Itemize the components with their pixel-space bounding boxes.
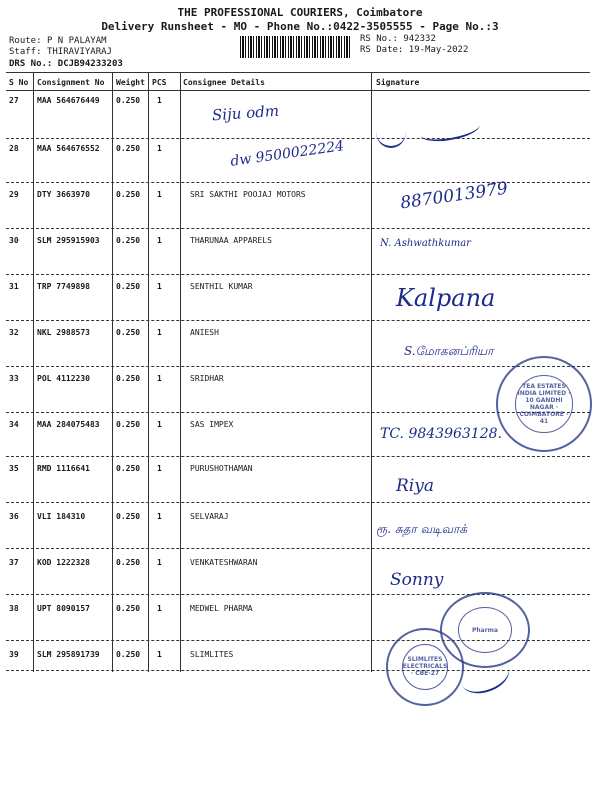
row-consignment: UPT 8090157	[37, 604, 90, 613]
row-consignee: THARUNAA APPARELS	[190, 236, 272, 245]
row-weight: 0.250	[116, 374, 141, 383]
route-line	[9, 36, 107, 46]
row-pcs: 1	[157, 650, 162, 659]
row-weight: 0.250	[116, 328, 141, 337]
pharma-stamp-text: Pharma	[472, 626, 498, 634]
row-consignee: MEDWEL PHARMA	[190, 604, 253, 613]
row-sno: 33	[9, 374, 19, 383]
signature-30: N. Ashwathkumar	[380, 238, 471, 249]
row-sno: 27	[9, 96, 19, 105]
signature-32: S.மோகனப்ரியா	[404, 344, 494, 358]
col-signature: Signature	[376, 78, 420, 87]
row-consignee: SLIMLITES	[190, 650, 234, 659]
col-pcs: PCS	[152, 78, 167, 87]
row-consignment: KOD 1222328	[37, 558, 90, 567]
document-title: THE PROFESSIONAL COURIERS, Coimbatore	[177, 6, 423, 19]
row-sno: 38	[9, 604, 19, 613]
signature-36: ரூ. சுதா வடிவாக்	[376, 522, 468, 536]
slimlites-stamp	[386, 628, 464, 706]
row-consignment: DTY 3663970	[37, 190, 90, 199]
row-divider	[6, 502, 590, 503]
drs-line	[9, 59, 123, 69]
row-divider	[6, 138, 590, 139]
row-consignee: VENKATESHWARAN	[190, 558, 258, 567]
table-top-rule	[6, 72, 590, 73]
drs-label: DRS No.:	[9, 59, 53, 69]
row-consignment: MAA 284075483	[37, 420, 100, 429]
row-consignment: VLI 184310	[37, 512, 86, 521]
row-consignee: SRIDHAR	[190, 374, 224, 383]
table-row	[0, 232, 600, 278]
rs-date-value: 19-May-2022	[408, 45, 469, 55]
route-label: Route:	[9, 36, 42, 46]
row-consignee: SAS IMPEX	[190, 420, 234, 429]
row-consignment: MAA 564676552	[37, 144, 100, 153]
row-weight: 0.250	[116, 190, 141, 199]
row-consignment: SLM 295915903	[37, 236, 100, 245]
row-pcs: 1	[157, 190, 162, 199]
row-sno: 31	[9, 282, 19, 291]
row-weight: 0.250	[116, 512, 141, 521]
row-consignment: MAA 564676449	[37, 96, 100, 105]
row-divider	[6, 274, 590, 275]
table-row	[0, 186, 600, 232]
row-pcs: 1	[157, 420, 162, 429]
row-sno: 36	[9, 512, 19, 521]
document-subtitle: Delivery Runsheet - MO - Phone No.:0422-3505555 - Page No.:3	[101, 20, 499, 33]
row-weight: 0.250	[116, 282, 141, 291]
row-pcs: 1	[157, 236, 162, 245]
signature-35: Riya	[396, 476, 434, 496]
staff-value: THIRAVIYARAJ	[46, 47, 112, 57]
row-consignee: PURUSHOTHAMAN	[190, 464, 253, 473]
col-weight: Weight	[116, 78, 145, 87]
row-consignment: TRP 7749898	[37, 282, 90, 291]
row-pcs: 1	[157, 464, 162, 473]
route-value: P N PALAYAM	[46, 36, 107, 46]
row-sno: 35	[9, 464, 19, 473]
row-sno: 28	[9, 144, 19, 153]
row-divider	[6, 228, 590, 229]
signature-37: Sonny	[390, 570, 444, 590]
row-divider	[6, 366, 590, 367]
row-consignee: ANIESH	[190, 328, 219, 337]
row-weight: 0.250	[116, 236, 141, 245]
row-weight: 0.250	[116, 464, 141, 473]
row-pcs: 1	[157, 512, 162, 521]
row-weight: 0.250	[116, 144, 141, 153]
row-sno: 39	[9, 650, 19, 659]
row-consignment: POL 4112230	[37, 374, 90, 383]
signature-34: TC. 9843963128.	[380, 426, 502, 442]
row-sno: 34	[9, 420, 19, 429]
table-row	[0, 460, 600, 506]
row-pcs: 1	[157, 374, 162, 383]
row-consignment: SLM 295891739	[37, 650, 100, 659]
row-consignee: SENTHIL KUMAR	[190, 282, 253, 291]
signature-scribble	[376, 116, 406, 148]
staff-label: Staff:	[9, 47, 42, 57]
drs-value: DCJB94233203	[57, 59, 123, 69]
rs-date-line	[360, 45, 468, 55]
col-sno: S No	[9, 78, 29, 87]
header-bottom-rule	[6, 90, 590, 91]
row-weight: 0.250	[116, 96, 141, 105]
row-sno: 32	[9, 328, 19, 337]
tea-estates-stamp	[496, 356, 592, 452]
row-consignee: SELVARAJ	[190, 512, 229, 521]
row-weight: 0.250	[116, 558, 141, 567]
col-consignment: Consignment No	[37, 78, 105, 87]
row-weight: 0.250	[116, 650, 141, 659]
row-sno: 29	[9, 190, 19, 199]
signature-28: dw 9500022224	[229, 138, 346, 170]
table-row	[0, 278, 600, 324]
row-weight: 0.250	[116, 420, 141, 429]
tea-estates-stamp-text: TEA ESTATES INDIA LIMITED · 10 GANDHI NAGAR · COIMBATORE - 41	[517, 383, 571, 425]
row-sno: 30	[9, 236, 19, 245]
row-pcs: 1	[157, 144, 162, 153]
row-pcs: 1	[157, 604, 162, 613]
row-consignment: RMD 1116641	[37, 464, 90, 473]
signature-29: 8870013979	[399, 178, 510, 214]
rs-date-label: RS Date:	[360, 45, 404, 55]
row-pcs: 1	[157, 96, 162, 105]
rs-no-line	[360, 34, 436, 44]
staff-line	[9, 47, 112, 57]
row-pcs: 1	[157, 282, 162, 291]
row-divider	[6, 320, 590, 321]
rs-no-label: RS No.:	[360, 34, 398, 44]
slimlites-stamp-text: SLIMLITES ELECTRICALS · CBE-27	[402, 656, 448, 678]
row-consignment: NKL 2988573	[37, 328, 90, 337]
row-divider	[6, 456, 590, 457]
row-consignee: SRI SAKTHI POOJAJ MOTORS	[190, 190, 306, 199]
row-divider	[6, 548, 590, 549]
barcode	[240, 36, 350, 58]
row-pcs: 1	[157, 558, 162, 567]
col-consignee: Consignee Details	[183, 78, 265, 87]
rs-no-value: 942332	[403, 34, 436, 44]
signature-31: Kalpana	[396, 284, 496, 312]
signature-27: Siju odm	[211, 101, 280, 125]
row-pcs: 1	[157, 328, 162, 337]
row-weight: 0.250	[116, 604, 141, 613]
table-row	[0, 92, 600, 138]
row-sno: 37	[9, 558, 19, 567]
table-row	[0, 324, 600, 370]
